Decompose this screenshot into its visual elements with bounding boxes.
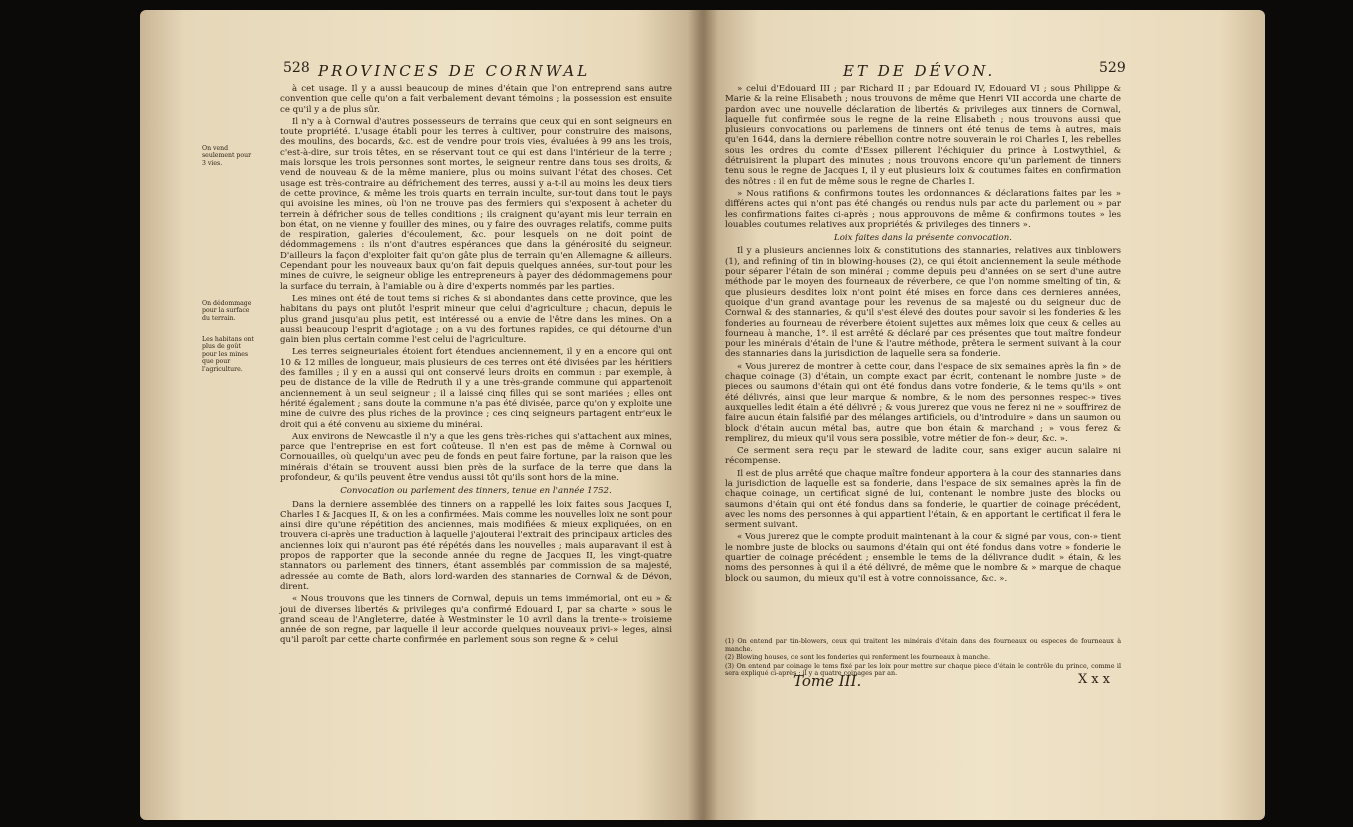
right-page-number: 529 xyxy=(1099,60,1126,76)
margin-note-2: On dédommage pour la surface du terrain. xyxy=(202,300,252,322)
paragraph: Aux environs de Newcastle il n'y a que les gens très-riches qui s'attachent aux mines, parce que l'entreprise en est fort coûteuse. Il n'en est pas de même à Cornwal ou Cornouailles, où quelqu'un avec peu de fonds en peut faire fortune, par la raison que les minérais d'étain se trouvent aussi bien près de la surface de la terre que dans la profondeur, & qu'ils peuvent être vendus aussi tôt qu'ils sont hors de la mine. xyxy=(280,431,672,483)
paragraph: Il est de plus arrêté que chaque maître fondeur apportera à la cour des stannaries dans la jurisdiction de laquelle est sa fonderie, dans l'espace de six semaines après la fin de chaque coinage, un certificat signé de lui, contenant le nombre juste des blocks ou saumons d'étain qui ont été fondus dans sa fonderie, le quartier de coinage précédent, avec les noms des personnes à qui appartient l'étain, & en apportant le certificat il fera le serment suivant. xyxy=(725,468,1121,531)
paragraph: Les terres seigneuriales étoient fort étendues anciennement, il y en a encore qui ont 10 & 12 milles de longueur, mais plusieurs de ces terres ont été divisées par les héritiers des familles ; il y en a aussi qui ont conservé leurs droits en commun : par exemple, à peu de distance de la ville de Redruth il y a une très-grande commune qui appartenoit anciennement à un seul seigneur ; il a laissé cinq filles qui se sont mariées ; elles ont hérité également ; sans doute la commune n'a pas été divisée, parce qu'on y exploite une mine de cuivre des plus riches de la province ; ces cinq seigneurs partagent entr'eux le droit qui a été convenu au sixieme du minérai. xyxy=(280,347,672,430)
open-book xyxy=(140,10,1265,820)
signature-mark: Xxx xyxy=(1078,672,1114,687)
left-page xyxy=(140,10,703,820)
book-gutter xyxy=(688,10,718,820)
paragraph: « Vous jurerez de montrer à cette cour, dans l'espace de six semaines après la fin » de chaque coinage (3) d'étain, un compte exact par écrit, contenant le nombre juste » de pieces ou saumons d'étain qui ont été fondus dans votre fonderie, & le tems qu'ils » ont été délivrés, ainsi que leur marque & nombre, & le nom des personnes respec-» tives auxquelles ledit étain a été délivré ; & vous jurerez que vous ne ferez ni ne » souffrirez de faire aucun étain falsifié par des mélanges artificiels, ou d'introduire » dans un saumon ou block d'étain aucun métal bas, autre que bon étain & marchand ; » vous ferez & remplirez, du mieux qu'il vous sera possible, votre métier de fon-» deur, &c. ». xyxy=(725,361,1121,444)
paragraph: Les mines ont été de tout tems si riches & si abondantes dans cette province, que les habitans du pays ont plutôt l'esprit mineur que celui d'agriculture ; chacun, depuis le plus grand jusqu'au plus petit, est intéressé ou a envie de l'être dans les mines. On a aussi beaucoup l'esprit d'agiotage ; on a vu des fortunes rapides, ce qui détourne d'un gain bien plus certain comme l'est celui de l'agriculture. xyxy=(280,293,672,346)
footnote: (3) On entend par coinage le tems fixé par les loix pour mettre sur chaque piece d'étain le contrôle du prince, comme il sera expliqué ci-après ; il y a quatre coinages par an. xyxy=(725,661,1121,678)
footnote: (2) Blowing houses, ce sont les fonderies qui renferment les fourneaux à manche. xyxy=(725,653,990,662)
paragraph: Il n'y a à Cornwal d'autres possesseurs de terrains que ceux qui en sont seigneurs en toute propriété. L'usage établi pour les terres à cultiver, pour construire des maisons, des moulins, des bocards, &c. est de vendre pour trois vies, évaluées à 99 ans les trois, c'est-à-dire, sur trois têtes, en se réservant tout ce qui est dans l'intérieur de la terre ; mais lorsque les trois personnes sont mortes, le seigneur rentre dans tous ses droits, & vend de nouveau & de la même maniere, plus ou moins suivant l'état des choses. Cet usage est très-contraire au défrichement des terres, aussi y a-t-il au moins les deux tiers de cette province, & même les trois quarts en terrain inculte, sur-tout dans tout le pays qui avoisine les mines, où l'on ne trouve pas des fermiers qui s'exposent à acheter du terrein à défricher sous de telles conditions ; ils craignent qu'ayant mis leur terrain en bon état, on ne vienne y fouiller des mines, ou y faire des ouvrages relatifs, comme puits de respiration, galeries d'écoulement, &c. pour lesquels on ne doit point de dédommagemens : ils n'ont d'autres espérances que dans la générosité du seigneur. D'ailleurs la façon d'exploiter fait qu'on gâte plus de terrain qu'en Allemagne & ailleurs. Cependant pour les nouveaux baux qu'on fait depuis quelques années, sur-tout pour les mines de cuivre, le seigneur oblige les entrepreneurs à payer des dédommagemens pour la surface du terrain, à l'amiable ou à dire d'experts nommés par les parties. xyxy=(280,116,672,292)
right-page xyxy=(703,10,1265,820)
paragraph: à cet usage. Il y a aussi beaucoup de mines d'étain que l'on entreprend sans autre convention que celle qu'on a fait verbalement devant témoins ; la possession est ensuite ce qu'il y a de plus sûr. xyxy=(280,84,672,115)
paragraph: » Nous ratifions & confirmons toutes les ordonnances & déclarations faites par les » différens actes qui n'ont pas été changés ou rendus nuls par acte du parlement ou » par les confirmations faites ci-après ; nous approuvons de même & confirmons toutes » les louables coutumes relatives aux propriétés & privileges des tinners ». xyxy=(725,188,1121,230)
paragraph: « Vous jurerez que le compte produit maintenant à la cour & signé par vous, con-» tient le nombre juste de blocks ou saumons d'étain qui ont été fondus dans votre » fonderie le quartier de coinage précédent ; ensemble le tems de la délivrance dudit » étain, & les noms des personnes à qui il a été délivré, de même que le nombre & » marque de chaque block ou saumon, du mieux qu'il est à votre connoissance, &c. ». xyxy=(725,532,1121,584)
paragraph: Dans la derniere assemblée des tinners on a rappellé les loix faites sous Jacques I, Charles I & Jacques II, & on les a confirmées. Mais comme les nouvelles loix ne sont pour ainsi dire qu'une répétition des anciennes, mais modifiées & mieux expliquées, on en trouvera ci-après une traduction à laquelle j'ajouterai l'extrait des principaux articles des anciennes loix qui n'auront pas été répétés dans les nouvelles ; mais auparavant il est à propos de rapporter que la seconde année du regne de Jacques II, les vingt-quatre stannators ou parlement des tinners, étant assemblés par commission de sa majesté, adressée au comte de Bath, alors lord-warden des stannaries de Cornwal & de Dévon, dirent. xyxy=(280,499,672,592)
paragraph: Ce serment sera reçu par le steward de ladite cour, sans exiger aucun salaire ni récompense. xyxy=(725,446,1121,467)
volume-label: Tome III. xyxy=(793,672,862,690)
left-running-head: PROVINCES DE CORNWAL xyxy=(318,62,591,80)
section-title: Loix faites dans la présente convocation. xyxy=(834,233,1012,244)
right-body-text xyxy=(725,84,1121,586)
section-title: Convocation ou parlement des tinners, tenue en l'année 1752. xyxy=(340,486,612,497)
footnote: (1) On entend par tin-blowers, ceux qui traitent les minérais d'étain dans des fourneaux ou especes de fourneaux à manche. xyxy=(725,637,1121,653)
right-running-head: ET DE DÉVON. xyxy=(843,62,996,80)
left-body-text xyxy=(280,84,672,648)
paragraph: « Nous trouvons que les tinners de Cornwal, depuis un tems immémorial, ont eu » & joui de diverses libertés & privileges qu'a confirmé Edouard I, par sa charte » sous le grand sceau de l'Angleterre, datée à Westminster le 10 avril dans la trente-» troisieme année de son regne, par laquelle il leur accorde quelques nouveaux privi-» leges, ainsi qu'il paroît par cette charte confirmée en parlement sous son regne & » celui xyxy=(280,594,672,646)
footnotes xyxy=(725,638,1121,679)
paragraph: » celui d'Edouard III ; par Richard II ; par Edouard IV, Edouard VI ; sous Philippe & Marie & la reine Elisabeth ; nous trouvons de même que Henri VII accorda une charte de pardon avec une nouvelle déclaration de libertés & privileges aux tinners de Cornwal, laquelle fut confirmée sous le regne de la reine Elisabeth ; nous trouvons aussi que plusieurs convocations ou parlemens de tinners ont été tenus de tems à autres, mais qu'en 1644, dans la derniere rébellion contre notre souverain le roi Charles I, les rebelles sous les ordres du comte d'Essex pillerent l'échiquier du prince à Lostwythiel, & détruisirent la plupart des minutes ; nous trouvons encore qu'un parlement de tinners tenu sous le regne de Jacques I, il y eut plusieurs loix & coutumes faites en confirmation des nôtres : il en fut de même sous le regne de Charles I. xyxy=(725,84,1121,187)
left-page-number: 528 xyxy=(283,60,310,76)
margin-note-3: Les habitans ont plus de goût pour les mines que pour l'agriculture. xyxy=(202,336,255,373)
paragraph: Il y a plusieurs anciennes loix & constitutions des stannaries, relatives aux tinblowers (1), and refining of tin in blowing-houses (2), ce qui étoit anciennement la seule méthode pour séparer l'étain de son minérai ; comme depuis peu d'années on se sert d'une autre méthode par le moyen des fourneaux de réverbere, ce que l'on nomme smelting of tin, & que plusieurs desdites loix n'ont point été mises en force dans ces dernieres années, quoique d'un grand avantage pour les revenus de sa majesté ou du seigneur duc de Cornwal & des stannaries, & qu'il s'est élevé des doutes pour savoir si les fonderies & les fonderies au fourneau de réverbere étoient sujettes aux mêmes loix que ceux & celles au fourneau à manche, 1°. il est arrêté & déclaré par ces présentes que tout maître fondeur pour les minérais d'étain de l'une & l'autre méthode, prêtera le serment suivant à la cour des stannaries dans la jurisdiction de laquelle sera sa fonderie. xyxy=(725,246,1121,360)
margin-note-1: On vend seulement pour 3 vies. xyxy=(202,145,252,167)
